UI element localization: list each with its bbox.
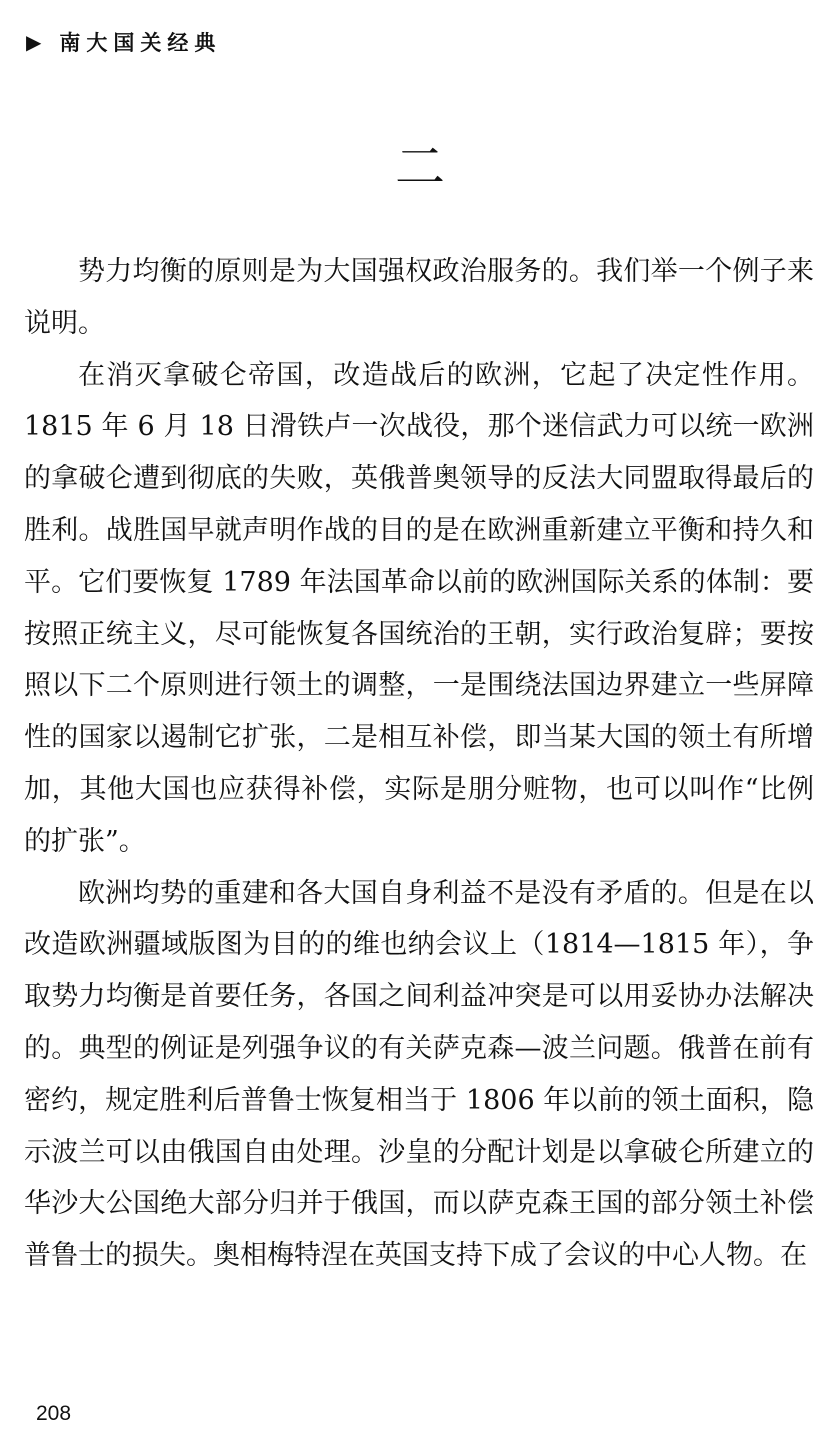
running-header — [26, 27, 221, 57]
section-heading: 二 — [395, 138, 445, 196]
series-title: 南大国关经典 — [59, 31, 222, 55]
triangle-right-icon: ▶ — [26, 30, 42, 54]
body-text — [24, 246, 814, 1282]
paragraph: 欧洲均势的重建和各大国自身利益不是没有矛盾的。但是在以改造欧洲疆域版图为目的的维也纳会议上（1814—1815 年），争取势力均衡是首要任务，各国之间利益冲突是可以用妥协办法解决的。典型的例证是列强争议的有关萨克森—波兰问题。俄普在前有密约，规定胜利后普鲁士恢复相当于 1806 年以前的领土面积，隐示波兰可以由俄国自由处理。沙皇的分配计划是以拿破仑所建立的华沙大公国绝大部分归并于俄国，而以萨克森王国的部分领土补偿普鲁士的损失。奥相梅特涅在英国支持下成了会议的中心人物。在 — [24, 877, 814, 1272]
paragraph: 势力均衡的原则是为大国强权政治服务的。我们举一个例子来说明。 — [24, 256, 814, 339]
paragraph: 在消灭拿破仑帝国，改造战后的欧洲，它起了决定性作用。1815 年 6 月 18 日滑铁卢一次战役，那个迷信武力可以统一欧洲的拿破仑遭到彻底的失败，英俄普奥领导的反法大同盟取得最后的胜利。战胜国早就声明作战的目的是在欧洲重新建立平衡和持久和平。它们要恢复 1789 年法国革命以前的欧洲国际关系的体制：要按照正统主义，尽可能恢复各国统治的王朝，实行政治复辟；要按照以下二个原则进行领土的调整，一是围绕法国边界建立一些屏障性的国家以遏制它扩张，二是相互补偿，即当某大国的领土有所增加，其他大国也应获得补偿，实际是朋分赃物，也可以叫作“比例的扩张”。 — [24, 359, 814, 857]
page-number: 208 — [36, 1402, 72, 1425]
